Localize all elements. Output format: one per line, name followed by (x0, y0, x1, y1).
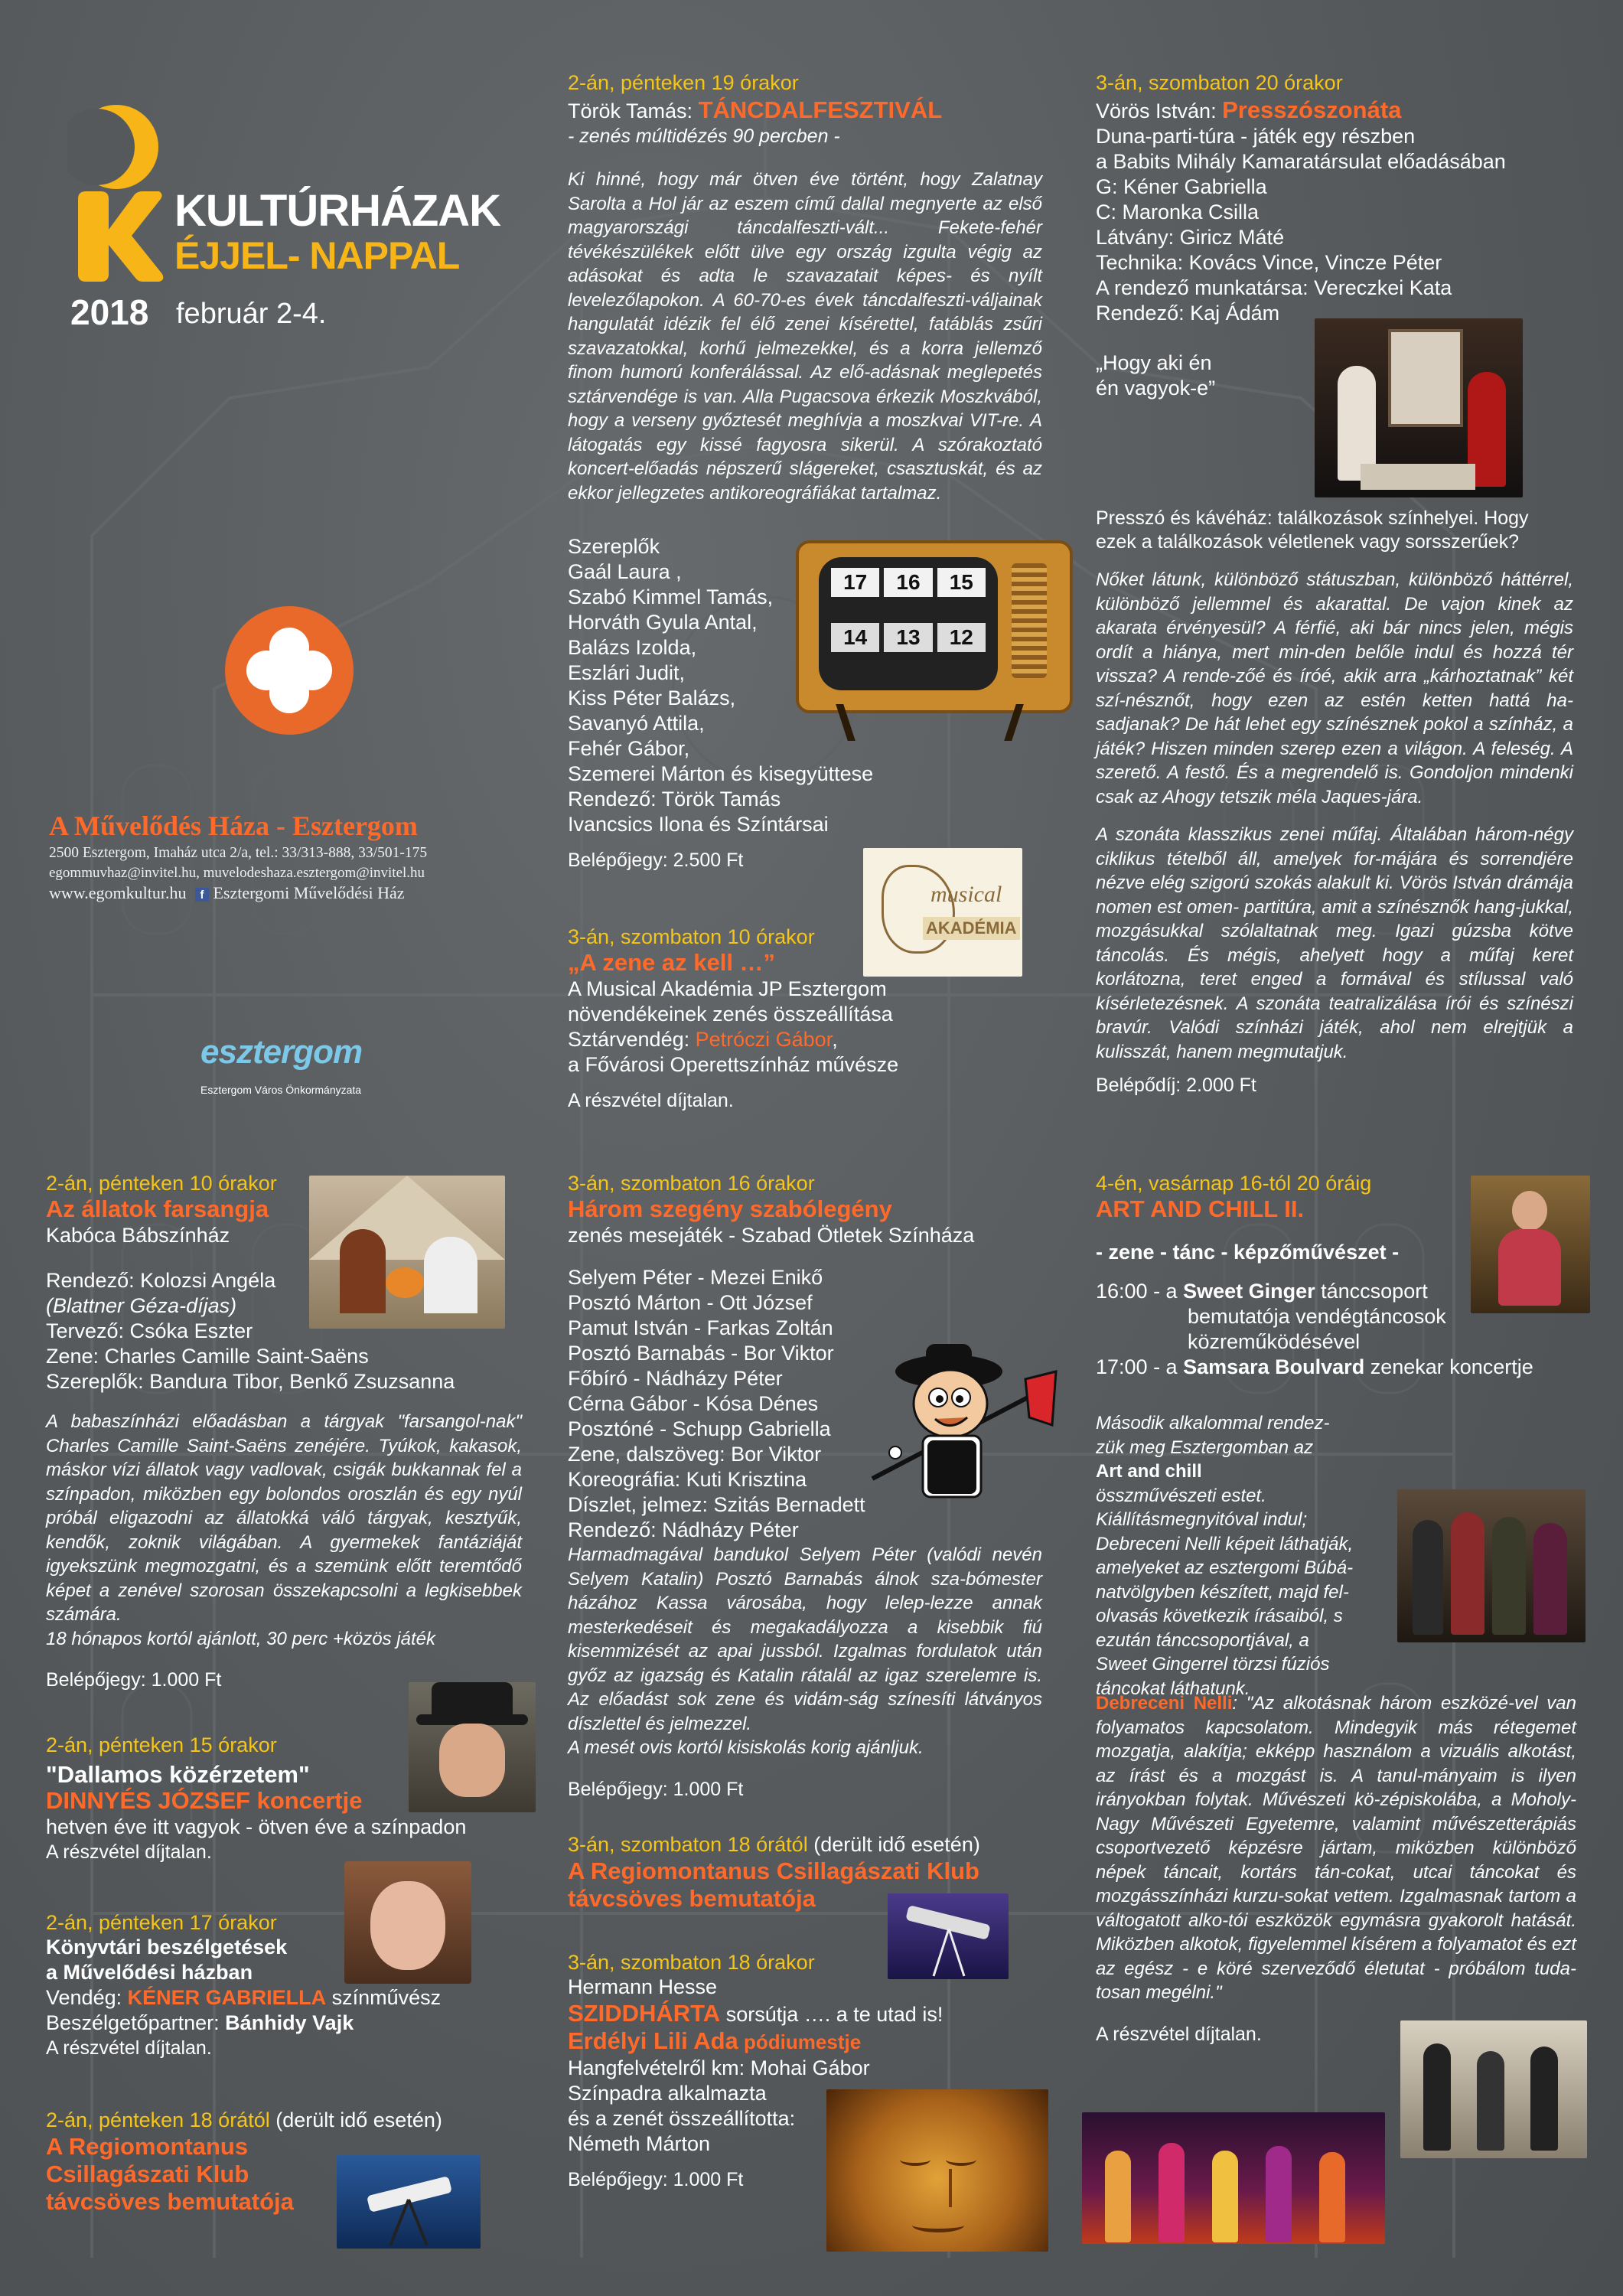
event-time: 2-án, pénteken 18 órától (46, 2108, 270, 2131)
tv-numbers (819, 557, 998, 663)
presszo-description1: Nőket látunk, különböző státuszban, különböző háttérrel, különböző jellemmel és akarattal. De vajon kinek az akarata érvényesül? A férfié, aki bár nincs jelen, mégis ordít a hiánya, mert min-den belőle indul és hozzá tér vissza? A rende-zőé és íróé, akik arra „kárhoztatnak” két szí-nésznőt, hogy ezen az estén ketten hattá ha-sadjanak? De hát lehet egy színésznek pokol a színház, a játék? Hiszen minden szerep ezen a világon. A feleség. A szerető. A festő. És a megrendelő is. Gondoljon mindenki csak az Ahogy tetszik méla Jaques-jára. (1096, 569, 1573, 807)
event-regio1 (46, 2108, 566, 2216)
event-title: "Dallamos közérzetem" (46, 1761, 310, 1788)
event-title: Három szegény szabólegény (568, 1195, 892, 1222)
event-time: 2-án, pénteken 15 órakor (46, 1733, 277, 1756)
event-time-row (46, 2108, 566, 2133)
desc-line: Kiállításmegnyitóval indul; (1096, 1509, 1308, 1530)
cast-item: Balázs Izolda, (568, 636, 697, 659)
event-title: távcsöves bemutatója (46, 2188, 294, 2215)
tailor-cartoon (865, 1341, 1064, 1509)
quote-text (1096, 1691, 1576, 2005)
sweet-ginger-photo (1397, 1489, 1586, 1642)
brand-line2: ÉJJEL- NAPPAL (174, 234, 460, 277)
presszo-description2: A szonáta klasszikus zenei műfaj. Általában három-négy ciklikus tételből áll, amelyek for-májára és sorrendjére nézve elég szigorú szokás alakult ki. Vörös István drámája nomen est omen- partitúra, amit a színésznők hang-jukkal, mozgásukkal szólaltatnak meg. Igazi gúzsba kötve táncolás. És mégis, ahelyett hogy a műfaj keret korlátozna, teret enged a formával és stílussal való kísérletezésnek. A szonáta teatralizálása írói és színészi bravúr. Valódi színházi játék, ahol nem elrejtjük a kulisszát, hanem megmutatjuk. (1096, 824, 1573, 1062)
cast-item: Ivancsics Ilona és Színtársai (568, 813, 829, 836)
guest-name: KÉNER GABRIELLA (127, 1986, 327, 2009)
logo-word2: AKADÉMIA (923, 917, 1020, 940)
desc-line: natvölgyben készített, majd fel- (1096, 1581, 1349, 1603)
event-title: A Regiomontanus (46, 2133, 249, 2160)
item-rest: tánccsoport (1315, 1280, 1428, 1303)
event-time: 4-én, vasárnap 16-tól 20 óráig (1096, 1172, 1372, 1195)
tv-illustration (796, 540, 1067, 741)
event-line: hetven éve itt vagyok - ötven éve a színpadon (46, 1815, 467, 1838)
cast-item: Rendező: Török Tamás (568, 788, 781, 810)
event-line: A Musical Akadémia JP Esztergom (568, 977, 887, 1000)
brand-line1: KULTÚRHÁZAK (174, 186, 501, 236)
program-item-2 (1096, 1355, 1601, 1380)
event-title: „A zene az kell …” (568, 949, 776, 976)
item-name: Sweet Ginger (1183, 1280, 1315, 1303)
desc-line: Sweet Gingerrel törzsi fúziós (1096, 1654, 1330, 1675)
dance-photo-2 (1082, 2112, 1385, 2244)
event-age: A mesét ovis kortól kisiskolás korig ajánljuk. (568, 1737, 924, 1758)
event-title: TÁNCDALFESZTIVÁL (698, 96, 943, 123)
event-line: A rendező munkatársa: Vereczkei Kata (1096, 276, 1452, 299)
tv-number: 16 (884, 568, 932, 597)
city-logo: esztergom (200, 1033, 363, 1071)
event-time: 3-án, szombaton 16 órakor (568, 1172, 815, 1195)
venue-web-link[interactable]: www.egomkultur.hu (49, 883, 187, 902)
logo-mark (67, 101, 167, 285)
cast-item: Szabó Kimmel Tamás, (568, 585, 774, 608)
event-line: a Babits Mihály Kamaratársulat előadásában (1096, 150, 1506, 173)
event-time: 2-án, pénteken 17 órakor (46, 1911, 277, 1934)
event-line: Szereplők: Bandura Tibor, Benkő Zsuzsanna (46, 1370, 455, 1393)
event-price: A részvétel díjtalan. (46, 2037, 212, 2059)
desc-line: Második alkalommal rendez- (1096, 1413, 1330, 1433)
facebook-icon: f (195, 888, 209, 902)
event-time: 3-án, szombaton 10 órakor (568, 925, 815, 948)
presszo-photo (1315, 318, 1523, 497)
dance-photo-1 (1400, 2020, 1587, 2158)
event-price: A részvétel díjtalan. (1096, 2023, 1262, 2045)
venue-name: A Művelődés Háza - Esztergom (49, 810, 418, 841)
event-time-row (568, 1832, 1073, 1857)
item-name: Samsara Boulvard (1183, 1355, 1365, 1378)
cast-item: Posztó Márton - Ott József (568, 1291, 813, 1314)
event-line: Rendező: Kaj Ádám (1096, 302, 1280, 325)
time-note: (derült idő esetén) (269, 2108, 442, 2131)
guest-label: Sztárvendég: (568, 1028, 696, 1051)
cast-item: Posztó Barnabás - Bor Viktor (568, 1342, 834, 1365)
event-title: távcsöves bemutatója (568, 1885, 816, 1912)
event-subtitle: - zenés múltidézés 90 percben - (568, 126, 840, 147)
event-line: (Blattner Géza-díjas) (46, 1294, 237, 1317)
k-letter-icon (78, 191, 163, 282)
tv-number: 15 (937, 568, 986, 597)
partner-label: Beszélgetőpartner: (46, 2011, 226, 2034)
telescope-icon (337, 2155, 481, 2249)
title-suffix: sorsútja …. a te utad is! (720, 2003, 943, 2026)
event-tancdal (568, 70, 1042, 505)
presszo-text (1096, 507, 1573, 1098)
event-price: Belépőjegy: 2.500 Ft (568, 850, 744, 871)
presszo-intro: Presszó és kávéház: találkozások színhelyei. Hogy ezek a találkozások véletlenek vagy sorsszerűek? (1096, 507, 1529, 553)
tv-number: 14 (831, 623, 879, 652)
guest-name: Petróczi Gábor (695, 1028, 833, 1051)
guest-role: színművész (326, 1986, 442, 2009)
event-line: és a zenét összeállította: (568, 2107, 796, 2130)
program-item-line: bemutatója vendégtáncosok (1188, 1305, 1446, 1328)
cast-item: Zene, dalszöveg: Bor Viktor (568, 1443, 822, 1466)
event-performer (568, 2027, 1073, 2056)
cast-item: Pamut István - Farkas Zoltán (568, 1316, 833, 1339)
event-price: A részvétel díjtalan. (568, 1090, 734, 1111)
event-line: Németh Márton (568, 2132, 711, 2155)
item-time: 17:00 - a (1096, 1355, 1184, 1378)
event-title: Csillagászati Klub (46, 2161, 249, 2187)
artchill-desc (1096, 1411, 1402, 1701)
event-line: a Fővárosi Operettszínház művésze (568, 1053, 899, 1076)
item-rest: zenekar koncertje (1364, 1355, 1533, 1378)
event-title: Presszószonáta (1222, 96, 1402, 123)
crescent-moon-icon (67, 105, 158, 189)
partner-name: Bánhidy Vajk (225, 2011, 354, 2034)
event-heading (1096, 96, 1586, 124)
city-caption: Esztergom Város Önkormányzata (200, 1084, 362, 1096)
cast-item: Selyem Péter - Mezei Enikő (568, 1266, 823, 1289)
cast-item: Posztóné - Schupp Gabriella (568, 1417, 831, 1440)
event-line: Rendező: Kolozsi Angéla (46, 1269, 276, 1292)
cast-item: Kiss Péter Balázs, (568, 687, 736, 709)
event-age: 18 hónapos kortól ajánlott, 30 perc +közös játék (46, 1628, 435, 1649)
venue-emails[interactable]: egommuvhaz@invitel.hu, muvelodeshaza.esztergom@invitel.hu (49, 865, 425, 881)
cast-item: Főbíró - Nádházy Péter (568, 1367, 783, 1390)
performer-name: Erdélyi Lili Ada (568, 2027, 738, 2054)
tv-number: 12 (937, 623, 986, 652)
desc-line: olvasás következik írásaiból, s (1096, 1606, 1343, 1626)
event-price: Belépőjegy: 1.000 Ft (46, 1669, 222, 1691)
dancer-photo (1471, 1176, 1590, 1313)
event-time: 3-án, szombaton 18 órától (568, 1833, 808, 1856)
buddha-photo (826, 2089, 1048, 2252)
desc-line: ezután tánccsoportjával, a (1096, 1629, 1309, 1651)
cast-item: Eszlári Judit, (568, 661, 686, 684)
event-description: A babaszínházi előadásban a tárgyak "farsangol-nak" Charles Camille Saint-Saëns zenéjére. Tyúkok, kakasok, máskor vízi állatok vagy vadlovak, csigák bukkannak fel a színpadon, miközben egy bolondos oroszlán és egy nyúl próbál eligazodni az állatokká váló tárgyak, kesztyűk, kendők, zoknik világában. A gyermekek fantáziáját igyekszünk megmozgatni, és a szemünk előtt teremtődő képet a zenével szorosan összekapcsolni a legkisebbek számára. (46, 1411, 522, 1625)
guest-label: Vendég: (46, 1986, 128, 2009)
event-time: 2-án, pénteken 19 órakor (568, 71, 799, 94)
cast-item: Díszlet, jelmez: Szitás Bernadett (568, 1493, 865, 1516)
cast-item: Rendező: Nádházy Péter (568, 1518, 799, 1541)
event-quote: „Hogy aki én (1096, 351, 1212, 374)
event-company: zenés mesejáték - Szabad Ötletek Színháza (568, 1224, 975, 1247)
cast-item: Szemerei Márton és kisegyüttese (568, 762, 874, 785)
event-guest (46, 1985, 566, 2011)
event-heading (568, 2000, 1073, 2027)
event-price: Belépőjegy: 1.000 Ft (568, 2169, 744, 2190)
event-line: Hangfelvételről km: Mohai Gábor (568, 2056, 870, 2079)
event-title1: Könyvtári beszélgetések (46, 1936, 288, 1958)
event-price: Belépőjegy: 1.000 Ft (568, 1778, 744, 1800)
artchill-quote (1096, 1691, 1576, 2047)
desc-line: Art and chill (1096, 1461, 1202, 1482)
telescope-photo-1 (337, 2155, 481, 2249)
event-title: Az állatok farsangja (46, 1195, 269, 1222)
quote-name: Debreceni Nelli (1096, 1693, 1233, 1714)
desc-line: amelyeket az esztergomi Búbá- (1096, 1557, 1354, 1578)
venue-address: 2500 Esztergom, Imaház utca 2/a, tel.: 33/313-888, 33/501-175 (49, 845, 428, 861)
kener-photo (344, 1861, 471, 1984)
event-quote: én vagyok-e” (1096, 377, 1216, 400)
event-description: Ki hinné, hogy már ötven éve történt, hogy Zalatnay Sarolta a Hol jár az eszem című dallal megnyerte az első magyarországi táncdalfeszti-vált... Fekete-fehér tévékészülékek előtt ülve egy ország izgulta végig az adásokat és adta le szavazatait képes- és nyílt levelezőlapokon. A 60-70-es évek táncdalfeszti-váljainak hangulatát idézik fel élő zenei kísérettel, fatáblás zsűri szavazatokkal, korhű jelmezekkel, és a korra jellemző finom humorú konferálással. Az elő-adásnak meglepetés sztárvendége is van. Alla Pugacsova érkezik Moszkvából, hogy a verseny győztesét meghívja a moszkvai VIT-re. A látogatás egy kissé fagyosra sikerül. A szórakoztató koncert-előadás népszerű slágereket, csasztuskát, és az ekkor jellegzetes antikoreográfiákat tartalmaz. (568, 169, 1042, 504)
event-line: Látvány: Giricz Máté (1096, 226, 1285, 249)
event-description: Harmadmagával bandukol Selyem Péter (valódi nevén Selyem Katalin) Posztó Barnabás álnok sza-bómester házához Kassa városába, hogy lelep-lezze annak mesterkedéseit és megakadályozza a kisebbik fiú kisemmizését az apai jussból. Izgalmas fordulatok után győz az igazság és Katalin rátalál az igaz szerelemre is. Az előadást sok zene és vidám-ság színesíti látványos díszlettel és jelmezzel. (568, 1544, 1042, 1734)
musical-akademia-logo (863, 848, 1022, 977)
event-author: Török Tamás: (568, 99, 699, 122)
cast-item: Horváth Gyula Antal, (568, 611, 758, 634)
event-line: Zene: Charles Camille Saint-Saëns (46, 1345, 369, 1368)
cast-label: Szereplők (568, 535, 660, 558)
event-price: Belépődíj: 2.000 Ft (1096, 1075, 1256, 1096)
event-konyvtari (46, 1910, 566, 2061)
event-partner (46, 2011, 566, 2036)
dinnyes-photo (409, 1682, 536, 1812)
header-year: 2018 (70, 292, 149, 332)
cast-item: Gaál Laura , (568, 560, 682, 583)
item-time: 16:00 - a (1096, 1280, 1184, 1303)
event-title2: a Művelődési házban (46, 1961, 253, 1984)
event-subtitle: - zene - tánc - képzőművészet - (1096, 1241, 1400, 1264)
event-guest (568, 1027, 1058, 1052)
event-heading (568, 96, 1042, 124)
event-line: növendékeinek zenés összeállítása (568, 1003, 893, 1026)
venue-web (49, 883, 405, 903)
event-title: SZIDDHÁRTA (568, 2000, 721, 2027)
event-line: G: Kéner Gabriella (1096, 175, 1267, 198)
performer-suffix: pódiumestje (738, 2030, 862, 2053)
event-line: Duna-parti-túra - játék egy részben (1096, 125, 1416, 148)
event-line: C: Maronka Csilla (1096, 201, 1260, 223)
tv-number: 13 (884, 623, 932, 652)
time-note: (derült idő esetén) (807, 1833, 980, 1856)
event-time: 3-án, szombaton 18 órakor (568, 1951, 815, 1974)
tv-number: 17 (831, 568, 879, 597)
quote-body: : "Az alkotásnak három eszközé-vel van folyamatos kapcsolatom. Mindegyik más rétegemet mozgatja, alakítja; ekképp használom a vizuális alkotást, az írást és a mozgást is. A tanul-mányaim is ilyen irányokban folytak. Művészeti kö-zépiskolába, a Moholy-Nagy Művészeti Egyetemre, valamint művészetterápiás csoportvezető képzésre jártam, miközben különböző népek táncait, kortárs tán-cokat, utcai táncokat és mozgásszínházi kurzu-sokat vettem. Izgalmasnak tartom a váltogatott alko-tói eszközök egymásra gyakorolt hatását. Miközben alkotok, figyelemmel kísérem a folyamatot és ezt az egész - e köré szerveződő életutat - próbálom tuda-tosan megélni." (1096, 1693, 1576, 2003)
event-price: A részvétel díjtalan. (46, 1841, 212, 1863)
cast-item: Savanyó Attila, (568, 712, 705, 735)
cast-item: Cérna Gábor - Kósa Dénes (568, 1392, 819, 1415)
event-time: 3-án, szombaton 20 órakor (1096, 71, 1343, 94)
event-title: ART AND CHILL II. (1096, 1195, 1305, 1222)
event-title2: DINNYÉS JÓZSEF koncertje (46, 1787, 363, 1814)
event-title: A Regiomontanus Csillagászati Klub (568, 1857, 979, 1884)
event-author: Hermann Hesse (568, 1975, 718, 1998)
allatok-photo (309, 1176, 505, 1329)
event-line: Színpadra alkalmazta (568, 2082, 767, 2105)
desc-line: zük meg Esztergomban az (1096, 1437, 1314, 1458)
program-item-line: közreműködésével (1188, 1330, 1361, 1353)
guest-suffix: , (832, 1028, 838, 1051)
header-dates: február 2-4. (176, 298, 327, 330)
cast-item: Koreográfia: Kuti Krisztina (568, 1468, 807, 1491)
desc-line: Debreceni Nelli képeit láthatják, (1096, 1533, 1354, 1554)
desc-line: összművészeti estet. (1096, 1485, 1266, 1506)
cast-item: Fehér Gábor, (568, 737, 690, 760)
event-time: 2-án, pénteken 10 órakor (46, 1172, 277, 1195)
event-line: Tervező: Csóka Eszter (46, 1319, 253, 1342)
event-company: Kabóca Bábszínház (46, 1224, 230, 1247)
logo-word1: musical (930, 882, 1002, 907)
event-author: Vörös István: (1096, 99, 1223, 122)
venue-facebook[interactable]: Esztergomi Művelődési Ház (213, 883, 405, 902)
orange-flower-icon (223, 605, 355, 736)
desc-line: táncokat láthatunk. (1096, 1678, 1250, 1699)
event-line: Technika: Kovács Vince, Vincze Péter (1096, 251, 1442, 274)
